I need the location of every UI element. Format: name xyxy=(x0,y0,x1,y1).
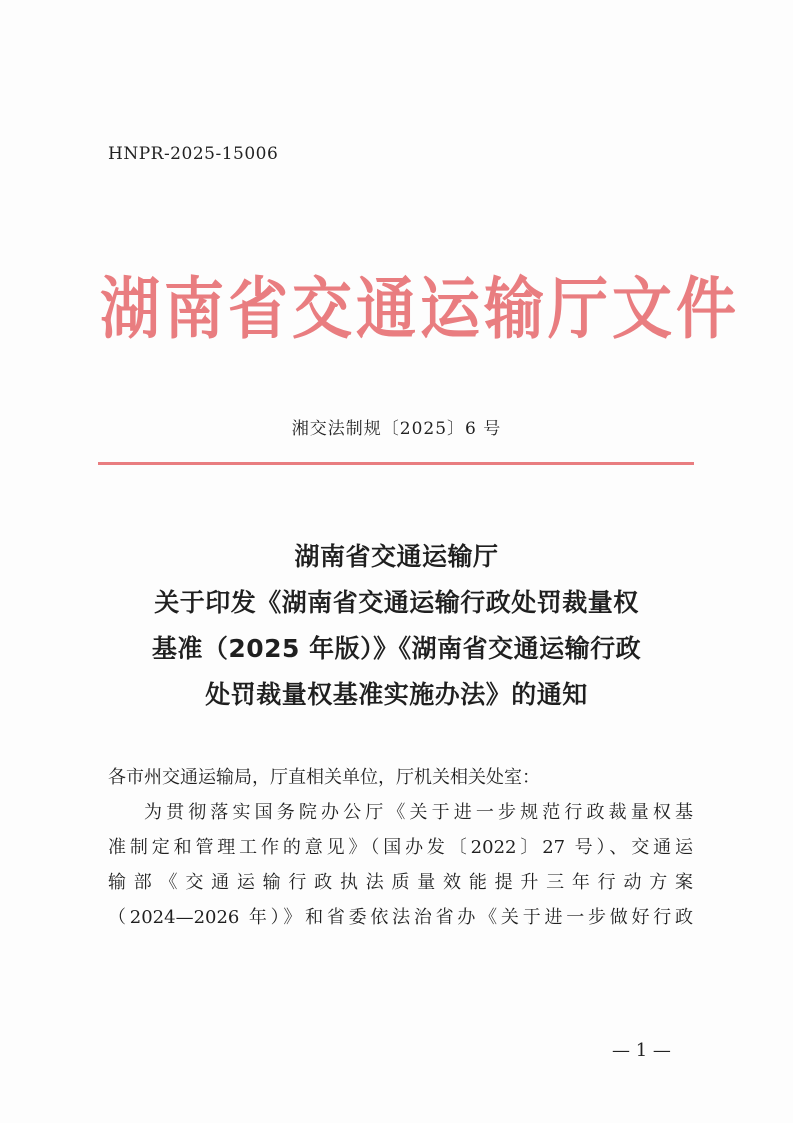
title-line-2: 关于印发《湖南省交通运输行政处罚裁量权 xyxy=(154,588,639,617)
document-number: 湘交法制规〔2025〕6 号 xyxy=(291,419,502,439)
body-line: 准制定和管理工作的意见》（国办发〔2022〕27 号）、交通运 xyxy=(108,837,693,858)
red-divider-line xyxy=(98,462,694,465)
body-text xyxy=(108,760,693,935)
masthead-title: 湖南省交通运输厅文件 xyxy=(100,270,740,349)
page-number: — 1 — xyxy=(612,1040,671,1061)
notice-title xyxy=(90,534,703,718)
title-line-3: 基准（2025 年版）》《湖南省交通运输行政 xyxy=(151,634,642,663)
body-line: （2024—2026 年）》和省委依法治省办《关于进一步做好行政 xyxy=(108,907,693,928)
body-line: 输部《交通运输行政执法质量效能提升三年行动方案 xyxy=(108,872,693,893)
title-line-4: 处罚裁量权基准实施办法》的通知 xyxy=(205,680,588,709)
title-line-1: 湖南省交通运输厅 xyxy=(294,542,499,571)
salutation: 各市州交通运输局，厅直相关单位，厅机关相关处室： xyxy=(108,767,540,788)
document-code: HNPR-2025-15006 xyxy=(108,144,279,164)
body-line: 为贯彻落实国务院办公厅《关于进一步规范行政裁量权基 xyxy=(144,802,693,823)
